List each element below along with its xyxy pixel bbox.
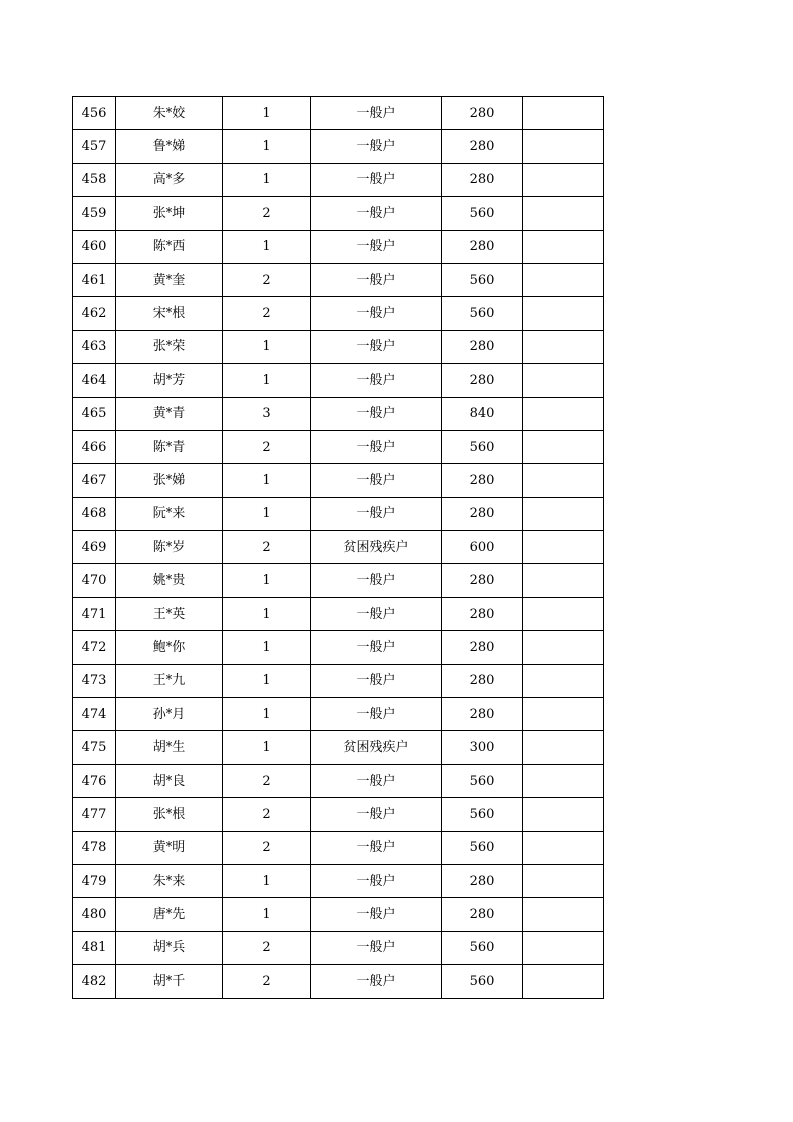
amount-cell: 560 bbox=[442, 197, 523, 230]
table-row bbox=[73, 197, 604, 230]
name-cell: 张*坤 bbox=[116, 197, 223, 230]
amount-cell: 280 bbox=[442, 330, 523, 363]
name-cell: 黄*青 bbox=[116, 397, 223, 430]
type-cell: 一般户 bbox=[311, 497, 442, 530]
amount-cell: 280 bbox=[442, 230, 523, 263]
amount-cell: 560 bbox=[442, 831, 523, 864]
table-row bbox=[73, 831, 604, 864]
table-row bbox=[73, 97, 604, 130]
name-cell: 张*娣 bbox=[116, 464, 223, 497]
type-cell: 一般户 bbox=[311, 831, 442, 864]
amount-cell: 280 bbox=[442, 597, 523, 630]
count-cell: 2 bbox=[223, 764, 311, 797]
table-row bbox=[73, 731, 604, 764]
row-number: 456 bbox=[73, 97, 116, 130]
row-number: 478 bbox=[73, 831, 116, 864]
name-cell: 高*多 bbox=[116, 163, 223, 196]
type-cell: 贫困残疾户 bbox=[311, 531, 442, 564]
name-cell: 鲁*娣 bbox=[116, 130, 223, 163]
note-cell bbox=[523, 497, 604, 530]
table-row bbox=[73, 698, 604, 731]
amount-cell: 280 bbox=[442, 564, 523, 597]
table-row bbox=[73, 364, 604, 397]
table-row bbox=[73, 631, 604, 664]
amount-cell: 600 bbox=[442, 531, 523, 564]
name-cell: 鲍*你 bbox=[116, 631, 223, 664]
note-cell bbox=[523, 197, 604, 230]
roster-body bbox=[73, 97, 604, 999]
row-number: 482 bbox=[73, 965, 116, 998]
table-row bbox=[73, 564, 604, 597]
table-row bbox=[73, 898, 604, 931]
amount-cell: 560 bbox=[442, 263, 523, 296]
note-cell bbox=[523, 97, 604, 130]
amount-cell: 280 bbox=[442, 163, 523, 196]
amount-cell: 300 bbox=[442, 731, 523, 764]
name-cell: 孙*月 bbox=[116, 698, 223, 731]
count-cell: 1 bbox=[223, 898, 311, 931]
note-cell bbox=[523, 898, 604, 931]
row-number: 474 bbox=[73, 698, 116, 731]
amount-cell: 560 bbox=[442, 430, 523, 463]
name-cell: 朱*姣 bbox=[116, 97, 223, 130]
type-cell: 一般户 bbox=[311, 330, 442, 363]
count-cell: 2 bbox=[223, 965, 311, 998]
row-number: 458 bbox=[73, 163, 116, 196]
type-cell: 一般户 bbox=[311, 698, 442, 731]
count-cell: 1 bbox=[223, 731, 311, 764]
table-row bbox=[73, 464, 604, 497]
name-cell: 宋*根 bbox=[116, 297, 223, 330]
row-number: 468 bbox=[73, 497, 116, 530]
table-row bbox=[73, 330, 604, 363]
table-row bbox=[73, 931, 604, 964]
table-row bbox=[73, 263, 604, 296]
amount-cell: 280 bbox=[442, 698, 523, 731]
note-cell bbox=[523, 698, 604, 731]
type-cell: 一般户 bbox=[311, 197, 442, 230]
count-cell: 1 bbox=[223, 97, 311, 130]
type-cell: 一般户 bbox=[311, 130, 442, 163]
note-cell bbox=[523, 764, 604, 797]
row-number: 463 bbox=[73, 330, 116, 363]
name-cell: 胡*生 bbox=[116, 731, 223, 764]
row-number: 461 bbox=[73, 263, 116, 296]
type-cell: 一般户 bbox=[311, 97, 442, 130]
amount-cell: 280 bbox=[442, 464, 523, 497]
type-cell: 一般户 bbox=[311, 163, 442, 196]
count-cell: 2 bbox=[223, 531, 311, 564]
type-cell: 一般户 bbox=[311, 864, 442, 897]
note-cell bbox=[523, 564, 604, 597]
amount-cell: 280 bbox=[442, 898, 523, 931]
amount-cell: 560 bbox=[442, 931, 523, 964]
table-row bbox=[73, 597, 604, 630]
count-cell: 1 bbox=[223, 664, 311, 697]
type-cell: 一般户 bbox=[311, 931, 442, 964]
count-cell: 1 bbox=[223, 130, 311, 163]
row-number: 457 bbox=[73, 130, 116, 163]
amount-cell: 560 bbox=[442, 965, 523, 998]
count-cell: 2 bbox=[223, 831, 311, 864]
name-cell: 姚*贵 bbox=[116, 564, 223, 597]
table-row bbox=[73, 531, 604, 564]
note-cell bbox=[523, 397, 604, 430]
count-cell: 1 bbox=[223, 163, 311, 196]
note-cell bbox=[523, 364, 604, 397]
table-row bbox=[73, 297, 604, 330]
note-cell bbox=[523, 798, 604, 831]
row-number: 472 bbox=[73, 631, 116, 664]
count-cell: 2 bbox=[223, 263, 311, 296]
name-cell: 黄*奎 bbox=[116, 263, 223, 296]
row-number: 462 bbox=[73, 297, 116, 330]
note-cell bbox=[523, 965, 604, 998]
type-cell: 一般户 bbox=[311, 898, 442, 931]
note-cell bbox=[523, 330, 604, 363]
type-cell: 一般户 bbox=[311, 664, 442, 697]
name-cell: 陈*岁 bbox=[116, 531, 223, 564]
row-number: 467 bbox=[73, 464, 116, 497]
row-number: 471 bbox=[73, 597, 116, 630]
row-number: 460 bbox=[73, 230, 116, 263]
type-cell: 一般户 bbox=[311, 764, 442, 797]
count-cell: 2 bbox=[223, 430, 311, 463]
count-cell: 1 bbox=[223, 698, 311, 731]
name-cell: 王*英 bbox=[116, 597, 223, 630]
table-row bbox=[73, 163, 604, 196]
type-cell: 一般户 bbox=[311, 798, 442, 831]
row-number: 479 bbox=[73, 864, 116, 897]
row-number: 473 bbox=[73, 664, 116, 697]
note-cell bbox=[523, 831, 604, 864]
count-cell: 1 bbox=[223, 364, 311, 397]
type-cell: 一般户 bbox=[311, 965, 442, 998]
name-cell: 张*荣 bbox=[116, 330, 223, 363]
amount-cell: 280 bbox=[442, 97, 523, 130]
count-cell: 1 bbox=[223, 564, 311, 597]
amount-cell: 280 bbox=[442, 631, 523, 664]
note-cell bbox=[523, 664, 604, 697]
type-cell: 一般户 bbox=[311, 564, 442, 597]
table-row bbox=[73, 397, 604, 430]
type-cell: 一般户 bbox=[311, 263, 442, 296]
name-cell: 胡*芳 bbox=[116, 364, 223, 397]
table-row bbox=[73, 864, 604, 897]
table-row bbox=[73, 430, 604, 463]
amount-cell: 280 bbox=[442, 864, 523, 897]
amount-cell: 560 bbox=[442, 798, 523, 831]
note-cell bbox=[523, 931, 604, 964]
row-number: 475 bbox=[73, 731, 116, 764]
row-number: 464 bbox=[73, 364, 116, 397]
row-number: 459 bbox=[73, 197, 116, 230]
note-cell bbox=[523, 297, 604, 330]
name-cell: 黄*明 bbox=[116, 831, 223, 864]
row-number: 466 bbox=[73, 430, 116, 463]
type-cell: 贫困残疾户 bbox=[311, 731, 442, 764]
count-cell: 2 bbox=[223, 931, 311, 964]
type-cell: 一般户 bbox=[311, 297, 442, 330]
name-cell: 阮*来 bbox=[116, 497, 223, 530]
name-cell: 胡*良 bbox=[116, 764, 223, 797]
type-cell: 一般户 bbox=[311, 430, 442, 463]
name-cell: 胡*兵 bbox=[116, 931, 223, 964]
count-cell: 1 bbox=[223, 864, 311, 897]
note-cell bbox=[523, 731, 604, 764]
count-cell: 1 bbox=[223, 497, 311, 530]
row-number: 469 bbox=[73, 531, 116, 564]
note-cell bbox=[523, 631, 604, 664]
table-row bbox=[73, 764, 604, 797]
row-number: 477 bbox=[73, 798, 116, 831]
note-cell bbox=[523, 597, 604, 630]
count-cell: 2 bbox=[223, 197, 311, 230]
note-cell bbox=[523, 430, 604, 463]
name-cell: 张*根 bbox=[116, 798, 223, 831]
note-cell bbox=[523, 130, 604, 163]
table-row bbox=[73, 965, 604, 998]
amount-cell: 280 bbox=[442, 497, 523, 530]
row-number: 470 bbox=[73, 564, 116, 597]
table-row bbox=[73, 798, 604, 831]
note-cell bbox=[523, 163, 604, 196]
table-row bbox=[73, 664, 604, 697]
note-cell bbox=[523, 864, 604, 897]
note-cell bbox=[523, 230, 604, 263]
table-row bbox=[73, 130, 604, 163]
type-cell: 一般户 bbox=[311, 631, 442, 664]
amount-cell: 280 bbox=[442, 364, 523, 397]
amount-cell: 840 bbox=[442, 397, 523, 430]
amount-cell: 280 bbox=[442, 664, 523, 697]
name-cell: 陈*西 bbox=[116, 230, 223, 263]
type-cell: 一般户 bbox=[311, 464, 442, 497]
type-cell: 一般户 bbox=[311, 597, 442, 630]
count-cell: 2 bbox=[223, 297, 311, 330]
count-cell: 1 bbox=[223, 464, 311, 497]
count-cell: 1 bbox=[223, 597, 311, 630]
count-cell: 1 bbox=[223, 330, 311, 363]
amount-cell: 560 bbox=[442, 297, 523, 330]
type-cell: 一般户 bbox=[311, 364, 442, 397]
table-row bbox=[73, 497, 604, 530]
row-number: 481 bbox=[73, 931, 116, 964]
note-cell bbox=[523, 464, 604, 497]
amount-cell: 280 bbox=[442, 130, 523, 163]
count-cell: 1 bbox=[223, 230, 311, 263]
row-number: 480 bbox=[73, 898, 116, 931]
row-number: 476 bbox=[73, 764, 116, 797]
note-cell bbox=[523, 531, 604, 564]
count-cell: 3 bbox=[223, 397, 311, 430]
roster-table bbox=[72, 96, 604, 999]
amount-cell: 560 bbox=[442, 764, 523, 797]
table-row bbox=[73, 230, 604, 263]
row-number: 465 bbox=[73, 397, 116, 430]
note-cell bbox=[523, 263, 604, 296]
name-cell: 胡*千 bbox=[116, 965, 223, 998]
name-cell: 王*九 bbox=[116, 664, 223, 697]
type-cell: 一般户 bbox=[311, 397, 442, 430]
name-cell: 唐*先 bbox=[116, 898, 223, 931]
count-cell: 2 bbox=[223, 798, 311, 831]
type-cell: 一般户 bbox=[311, 230, 442, 263]
name-cell: 朱*来 bbox=[116, 864, 223, 897]
count-cell: 1 bbox=[223, 631, 311, 664]
name-cell: 陈*青 bbox=[116, 430, 223, 463]
